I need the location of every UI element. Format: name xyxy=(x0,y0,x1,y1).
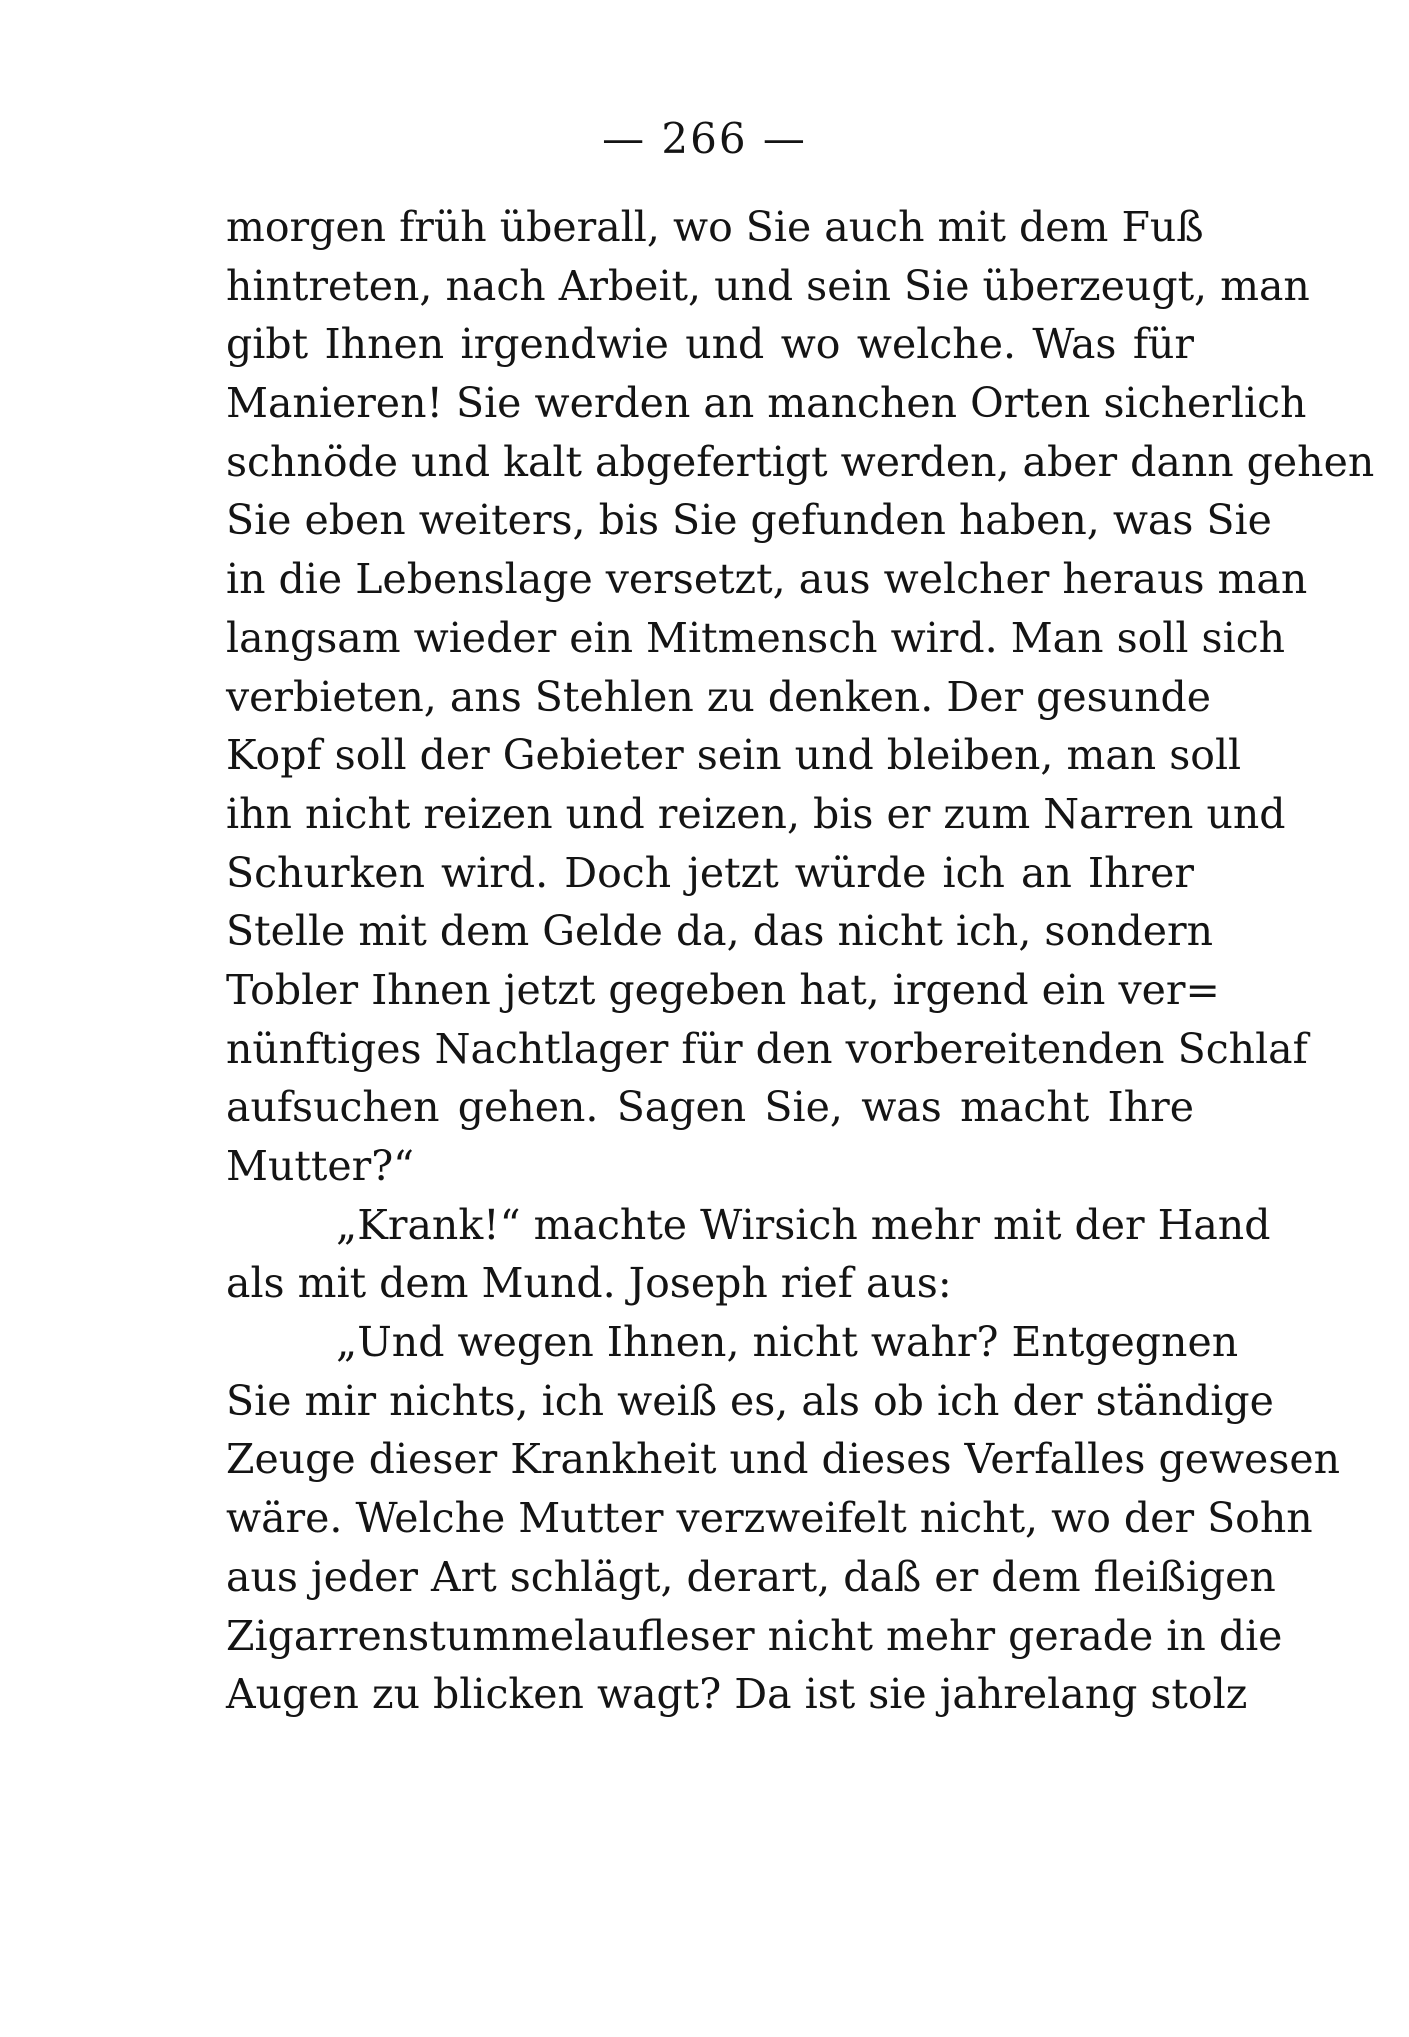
text-line: als mit dem Mund. Joseph rief aus: xyxy=(226,1259,952,1308)
body-text xyxy=(226,198,1375,1724)
text-line: nünftiges Nachtlager für den vorbereitenden Schlaf xyxy=(226,1024,1308,1073)
text-line: aus jeder Art schlägt, derart, daß er dem fleißigen xyxy=(226,1552,1276,1601)
text-line: wäre. Welche Mutter verzweifelt nicht, wo der Sohn xyxy=(226,1494,1313,1543)
text-line: Zigarrenstummelaufleser nicht mehr gerade in die xyxy=(226,1611,1283,1660)
text-line: Augen zu blicken wagt? Da ist sie jahrelang stolz xyxy=(226,1670,1248,1719)
text-line: morgen früh überall, wo Sie auch mit dem Fuß xyxy=(226,203,1204,251)
text-line: in die Lebenslage versetzt, aus welcher heraus man xyxy=(226,555,1308,604)
page-number: — 266 — xyxy=(602,114,807,163)
text-line: Tobler Ihnen jetzt gegeben hat, irgend ein ver= xyxy=(226,965,1220,1014)
text-line: Sie eben weiters, bis Sie gefunden haben, was Sie xyxy=(226,496,1272,545)
text-line: hintreten, nach Arbeit, und sein Sie überzeugt, man xyxy=(226,261,1310,310)
text-line: Kopf soll der Gebieter sein und bleiben, man soll xyxy=(226,731,1242,780)
text-line: schnöde und kalt abgefertigt werden, aber dann gehen xyxy=(226,437,1375,486)
paragraph-start-line: „Krank!“ machte Wirsich mehr mit der Hand xyxy=(336,1200,1271,1249)
text-line: gibt Ihnen irgendwie und wo welche. Was für xyxy=(226,320,1194,369)
text-line: aufsuchen gehen. Sagen Sie, was macht Ihre xyxy=(226,1083,1194,1132)
text-line: Zeuge dieser Krankheit und dieses Verfalles gewesen xyxy=(226,1435,1341,1484)
text-line: verbieten, ans Stehlen zu denken. Der gesunde xyxy=(226,672,1212,721)
text-line: ihn nicht reizen und reizen, bis er zum Narren und xyxy=(226,789,1286,838)
text-line: Schurken wird. Doch jetzt würde ich an Ihrer xyxy=(226,848,1194,897)
text-line: Mutter?“ xyxy=(226,1142,415,1190)
text-line: Stelle mit dem Gelde da, das nicht ich, sondern xyxy=(226,907,1214,956)
text-line: langsam wieder ein Mitmensch wird. Man soll sich xyxy=(226,613,1286,662)
paragraph-start-line: „Und wegen Ihnen, nicht wahr? Entgegnen xyxy=(336,1318,1239,1367)
text-line: Manieren! Sie werden an manchen Orten sicherlich xyxy=(226,379,1307,428)
text-line: Sie mir nichts, ich weiß es, als ob ich der ständige xyxy=(226,1376,1274,1425)
